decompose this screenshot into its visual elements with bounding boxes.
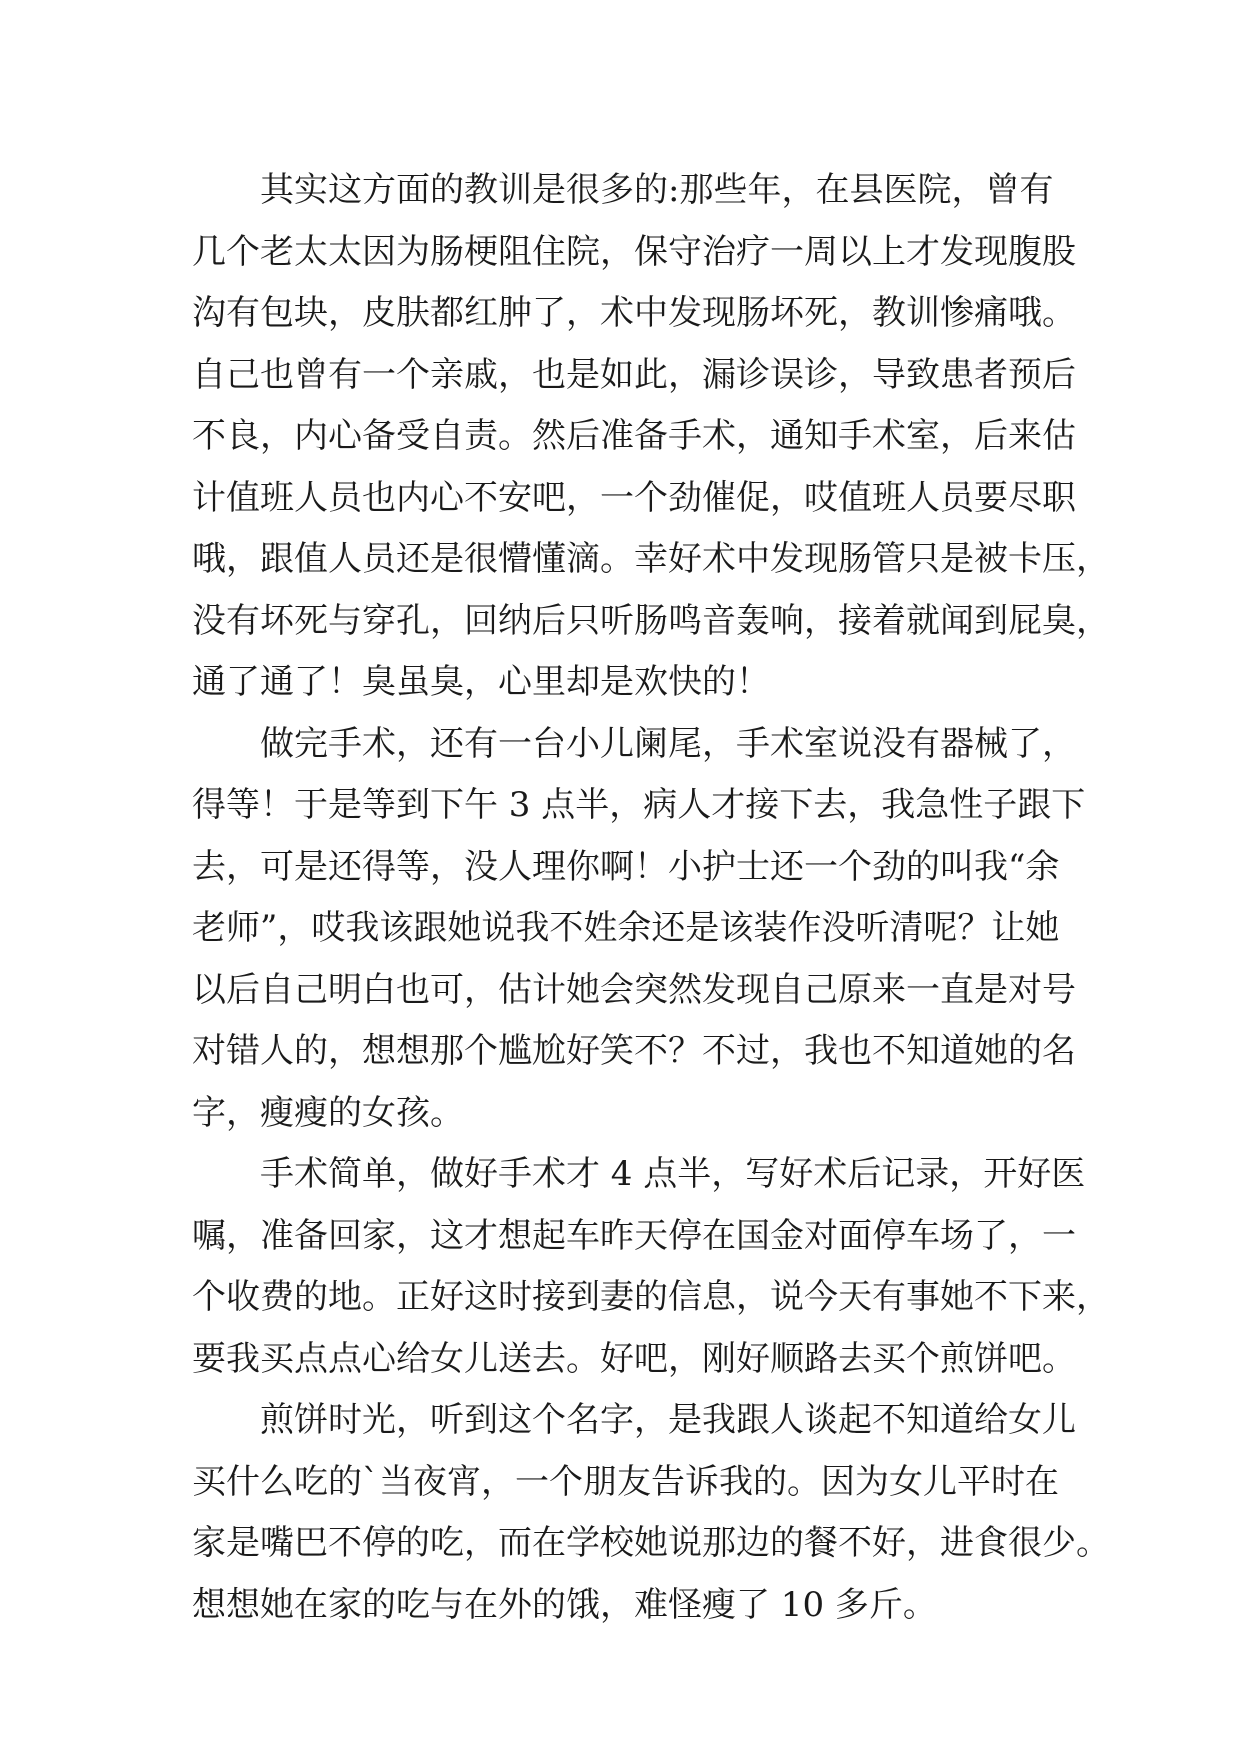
text-line: 去，可是还得等，没人理你啊！小护士还一个劲的叫我“余 <box>192 846 1060 887</box>
text-line: 老师”，哎我该跟她说我不姓余还是该装作没听清呢？让她 <box>192 908 1060 948</box>
text-line: 嘱，准备回家，这才想起车昨天停在国金对面停车场了，一 <box>192 1215 1076 1256</box>
paragraph-1 <box>192 160 1110 714</box>
text-line: 以后自己明白也可，估计她会突然发现自己原来一直是对号 <box>192 969 1076 1010</box>
text-line: 手术简单，做好手术才 4 点半，写好术后记录，开好医 <box>260 1154 1086 1194</box>
text-line: 做完手术，还有一台小儿阑尾，手术室说没有器械了， <box>260 723 1076 764</box>
text-line: 买什么吃的`当夜宵，一个朋友告诉我的。因为女儿平时在 <box>192 1461 1059 1502</box>
text-line: 几个老太太因为肠梗阻住院，保守治疗一周以上才发现腹股 <box>192 231 1076 272</box>
text-line: 对错人的，想想那个尴尬好笑不？不过，我也不知道她的名 <box>192 1031 1076 1071</box>
text-line: 沟有包块，皮肤都红肿了，术中发现肠坏死，教训惨痛哦。 <box>192 293 1076 333</box>
text-line: 其实这方面的教训是很多的:那些年，在县医院，曾有 <box>260 170 1054 210</box>
text-line: 不良，内心备受自责。然后准备手术，通知手术室，后来估 <box>192 416 1076 456</box>
paragraph-3 <box>192 1144 1110 1390</box>
text-line: 计值班人员也内心不安吧，一个劲催促，哎值班人员要尽职 <box>192 477 1076 518</box>
paragraph-4 <box>192 1390 1110 1636</box>
text-line: 得等！于是等到下午 3 点半，病人才接下去，我急性子跟下 <box>192 785 1086 825</box>
text-line: 没有坏死与穿孔，回纳后只听肠鸣音轰响，接着就闻到屁臭， <box>192 600 1110 641</box>
paragraph-2 <box>192 714 1086 1145</box>
text-line: 想想她在家的吃与在外的饿，难怪瘦了 10 多斤。 <box>192 1584 937 1625</box>
text-line: 字，瘦瘦的女孩。 <box>192 1092 464 1133</box>
text-line: 煎饼时光，听到这个名字，是我跟人谈起不知道给女儿 <box>260 1400 1076 1440</box>
text-line: 个收费的地。正好这时接到妻的信息，说今天有事她不下来， <box>192 1277 1110 1317</box>
text-line: 家是嘴巴不停的吃，而在学校她说那边的餐不好，进食很少。 <box>192 1523 1110 1563</box>
body-text <box>192 160 1110 1636</box>
text-line: 哦，跟值人员还是很懵懂滴。幸好术中发现肠管只是被卡压， <box>192 539 1110 579</box>
text-line: 通了通了！臭虽臭，心里却是欢快的！ <box>192 662 770 702</box>
text-line: 自己也曾有一个亲戚，也是如此，漏诊误诊，导致患者预后 <box>192 354 1076 395</box>
text-line: 要我买点点心给女儿送去。好吧，刚好顺路去买个煎饼吧。 <box>192 1338 1076 1379</box>
